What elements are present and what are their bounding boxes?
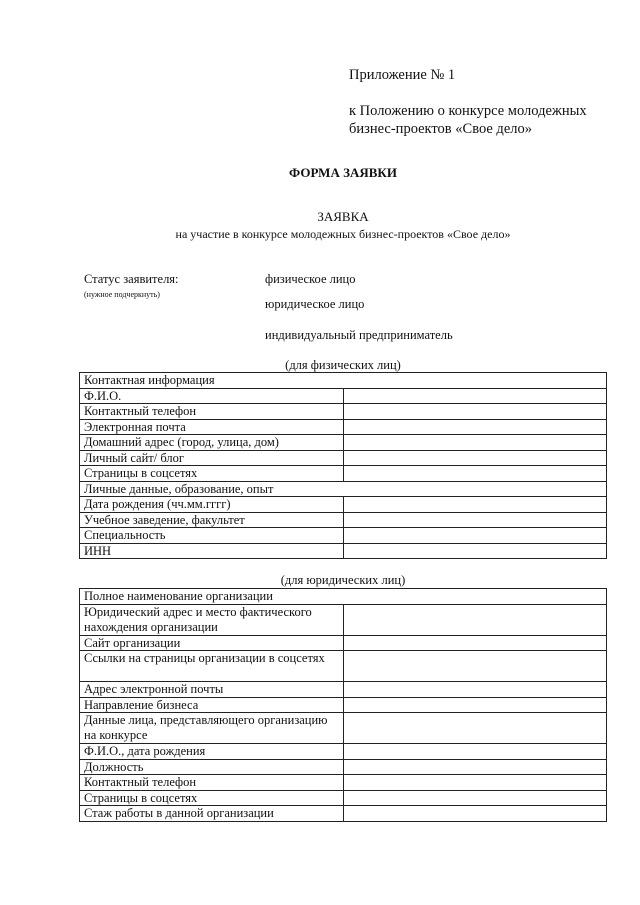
individuals-field-input[interactable] [343, 450, 607, 466]
legal-field-input[interactable] [343, 697, 607, 713]
individuals-section-title: (для физических лиц) [285, 358, 401, 372]
individuals-field-label: ИНН [80, 543, 344, 559]
legal-field-label: Ф.И.О., дата рождения [80, 744, 344, 760]
individuals-row [80, 543, 607, 559]
legal-field-label: Направление бизнеса [80, 697, 344, 713]
individuals-row [80, 450, 607, 466]
individuals-row [80, 497, 607, 513]
individuals-row [80, 435, 607, 451]
status-hint: (нужное подчеркнуть) [84, 290, 160, 299]
legal-field-label: Контактный телефон [80, 775, 344, 791]
legal-field-input[interactable] [343, 775, 607, 791]
individuals-row [80, 466, 607, 482]
individuals-row [80, 528, 607, 544]
individuals-row [80, 404, 607, 420]
individuals-field-input[interactable] [343, 497, 607, 513]
legal-field-label: Адрес электронной почты [80, 682, 344, 698]
appendix-header [349, 66, 587, 138]
individuals-field-label: Ф.И.О. [80, 388, 344, 404]
status-option-individual[interactable]: физическое лицо [265, 272, 356, 286]
individuals-field-label: Страницы в соцсетях [80, 466, 344, 482]
legal-field-input[interactable] [343, 682, 607, 698]
individuals-row [80, 512, 607, 528]
legal-row [80, 682, 607, 698]
legal-row [80, 635, 607, 651]
individuals-field-input[interactable] [343, 543, 607, 559]
status-option-entrepreneur[interactable]: индивидуальный предприниматель [265, 328, 453, 342]
individuals-row [80, 419, 607, 435]
legal-field-label: Стаж работы в данной организации [80, 806, 344, 822]
individuals-field-input[interactable] [343, 435, 607, 451]
individuals-row [80, 388, 607, 404]
individuals-table [79, 372, 607, 559]
individuals-field-label: Дата рождения (чч.мм.гггг) [80, 497, 344, 513]
legal-row [80, 775, 607, 791]
legal-row [80, 604, 607, 635]
legal-row [80, 651, 607, 682]
application-title: ЗАЯВКА [317, 209, 369, 224]
individuals-row [80, 481, 607, 497]
legal-row [80, 713, 607, 744]
legal-field-input[interactable] [343, 604, 607, 635]
individuals-field-label: Контактный телефон [80, 404, 344, 420]
individuals-field-input[interactable] [343, 404, 607, 420]
legal-field-input[interactable] [343, 635, 607, 651]
appendix-reference-line2: бизнес-проектов «Свое дело» [349, 121, 532, 137]
legal-field-label: Сайт организации [80, 635, 344, 651]
legal-row [80, 589, 607, 605]
legal-field-input[interactable] [343, 759, 607, 775]
individuals-section-header: Контактная информация [80, 373, 607, 389]
legal-section-header: Полное наименование организации [80, 589, 607, 605]
legal-row [80, 744, 607, 760]
individuals-field-label: Личный сайт/ блог [80, 450, 344, 466]
individuals-field-input[interactable] [343, 388, 607, 404]
legal-field-label: Должность [80, 759, 344, 775]
status-option-legal-entity[interactable]: юридическое лицо [265, 297, 365, 311]
individuals-field-input[interactable] [343, 528, 607, 544]
application-subtitle: на участие в конкурсе молодежных бизнес-проектов «Свое дело» [175, 227, 511, 241]
legal-row [80, 790, 607, 806]
individuals-field-input[interactable] [343, 512, 607, 528]
legal-row [80, 759, 607, 775]
legal-field-label: Страницы в соцсетях [80, 790, 344, 806]
legal-field-label: Юридический адрес и место фактического нахождения организации [80, 604, 344, 635]
legal-field-label: Ссылки на страницы организации в соцсетях [80, 651, 344, 682]
individuals-section-header: Личные данные, образование, опыт [80, 481, 607, 497]
legal-field-label: Данные лица, представляющего организацию на конкурсе [80, 713, 344, 744]
individuals-row [80, 373, 607, 389]
individuals-field-label: Учебное заведение, факультет [80, 512, 344, 528]
legal-section-title: (для юридических лиц) [280, 573, 406, 587]
legal-field-input[interactable] [343, 790, 607, 806]
individuals-field-label: Электронная почта [80, 419, 344, 435]
status-label: Статус заявителя: [84, 272, 179, 286]
individuals-field-input[interactable] [343, 419, 607, 435]
legal-field-input[interactable] [343, 806, 607, 822]
legal-field-input[interactable] [343, 713, 607, 744]
legal-row [80, 806, 607, 822]
form-title: ФОРМА ЗАЯВКИ [289, 165, 397, 180]
legal-field-input[interactable] [343, 651, 607, 682]
legal-table [79, 588, 607, 822]
appendix-number: Приложение № 1 [349, 67, 456, 83]
appendix-reference-line1: к Положению о конкурсе молодежных [349, 103, 587, 119]
individuals-field-input[interactable] [343, 466, 607, 482]
individuals-field-label: Специальность [80, 528, 344, 544]
legal-field-input[interactable] [343, 744, 607, 760]
individuals-field-label: Домашний адрес (город, улица, дом) [80, 435, 344, 451]
legal-row [80, 697, 607, 713]
